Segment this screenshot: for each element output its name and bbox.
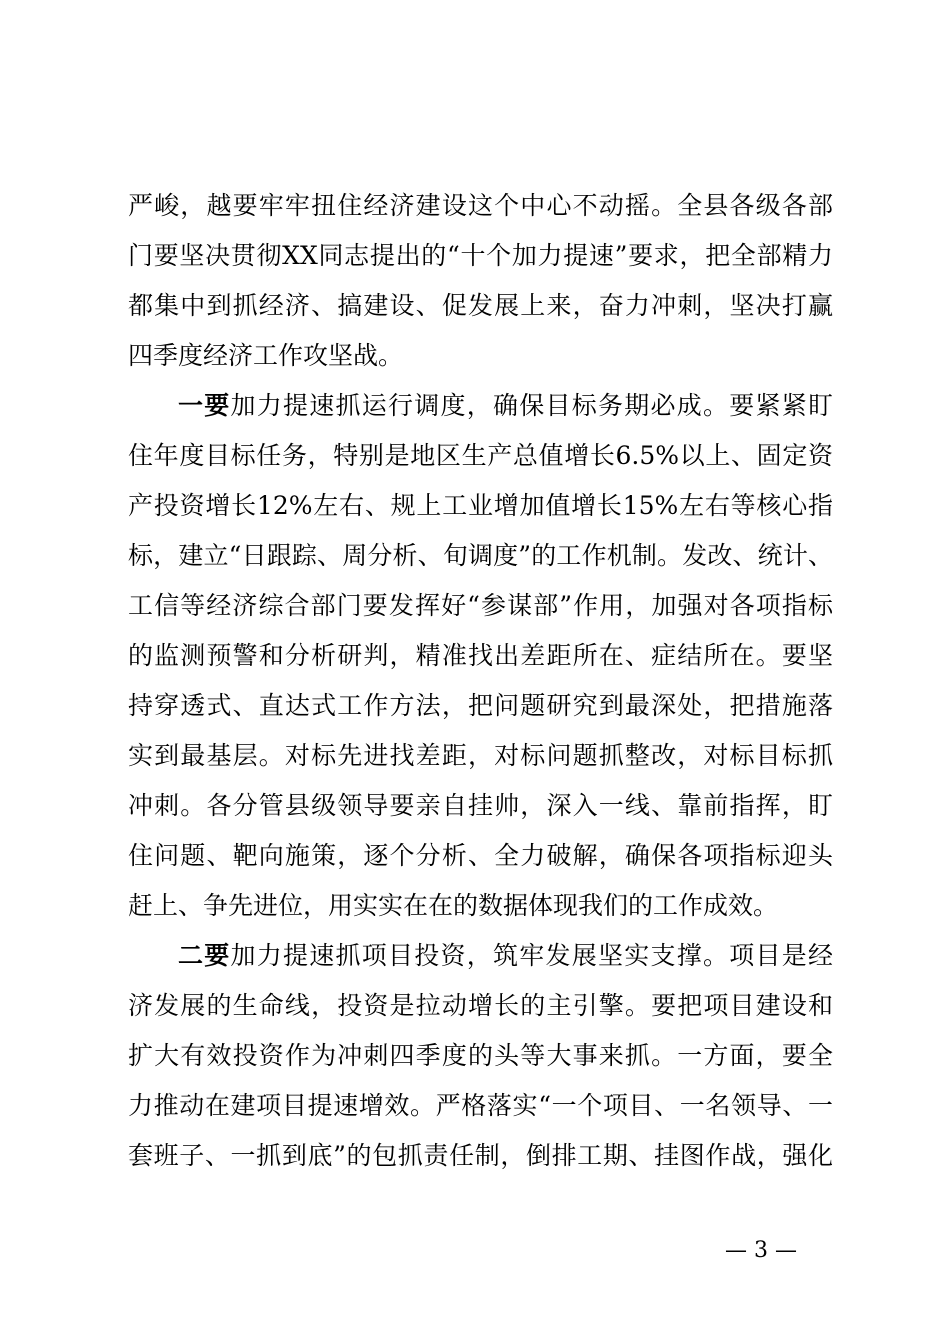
text-line: 住年度目标任务，特别是地区生产总值增长6.5%以上、固定资 [128, 441, 833, 470]
paragraph-continuation [128, 181, 833, 381]
text-line: 的监测预警和分析研判，精准找出差距所在、症结所在。要坚 [128, 641, 833, 670]
text-line: 赶上、争先进位，用实实在在的数据体现我们的工作成效。 [128, 891, 779, 920]
text-line: 四季度经济工作攻坚战。 [128, 341, 404, 370]
text-span: 加力提速抓项目投资，筑牢发展坚实支撑。项目是经 [230, 941, 833, 970]
text-line: 济发展的生命线，投资是拉动增长的主引擎。要把项目建设和 [128, 991, 833, 1020]
text-line: 标，建立“日跟踪、周分析、旬调度”的工作机制。发改、统计、 [128, 541, 833, 570]
text-line: 套班子、一抓到底”的包抓责任制，倒排工期、挂图作战，强化 [128, 1141, 833, 1170]
paragraph-two [128, 931, 833, 1181]
text-line: 都集中到抓经济、搞建设、促发展上来，奋力冲刺，坚决打赢 [128, 291, 833, 320]
paragraph-lead: 一要 [178, 391, 231, 420]
text-line: 扩大有效投资作为冲刺四季度的头等大事来抓。一方面，要全 [128, 1041, 833, 1070]
paragraph-one [128, 381, 833, 931]
text-span: 加力提速抓运行调度，确保目标务期必成。要紧紧盯 [230, 391, 833, 420]
text-line: 工信等经济综合部门要发挥好“参谋部”作用，加强对各项指标 [128, 591, 833, 620]
text-line: 力推动在建项目提速增效。严格落实“一个项目、一名领导、一 [128, 1091, 833, 1120]
text-line: 产投资增长12%左右、规上工业增加值增长15%左右等核心指 [128, 491, 833, 520]
text-line: 住问题、靶向施策，逐个分析、全力破解，确保各项指标迎头 [128, 841, 833, 870]
text-line [128, 931, 833, 981]
text-line: 门要坚决贯彻XX同志提出的“十个加力提速”要求，把全部精力 [128, 241, 833, 270]
text-line [128, 381, 833, 431]
text-line: 严峻，越要牢牢扭住经济建设这个中心不动摇。全县各级各部 [128, 191, 833, 220]
text-line: 实到最基层。对标先进找差距，对标问题抓整改，对标目标抓 [128, 741, 833, 770]
text-line: 冲刺。各分管县级领导要亲自挂帅，深入一线、靠前指挥，盯 [128, 791, 833, 820]
body-text [128, 181, 833, 1181]
page-number: — 3 — [725, 1238, 797, 1263]
paragraph-lead: 二要 [178, 941, 231, 970]
text-line: 持穿透式、直达式工作方法，把问题研究到最深处，把措施落 [128, 691, 833, 720]
